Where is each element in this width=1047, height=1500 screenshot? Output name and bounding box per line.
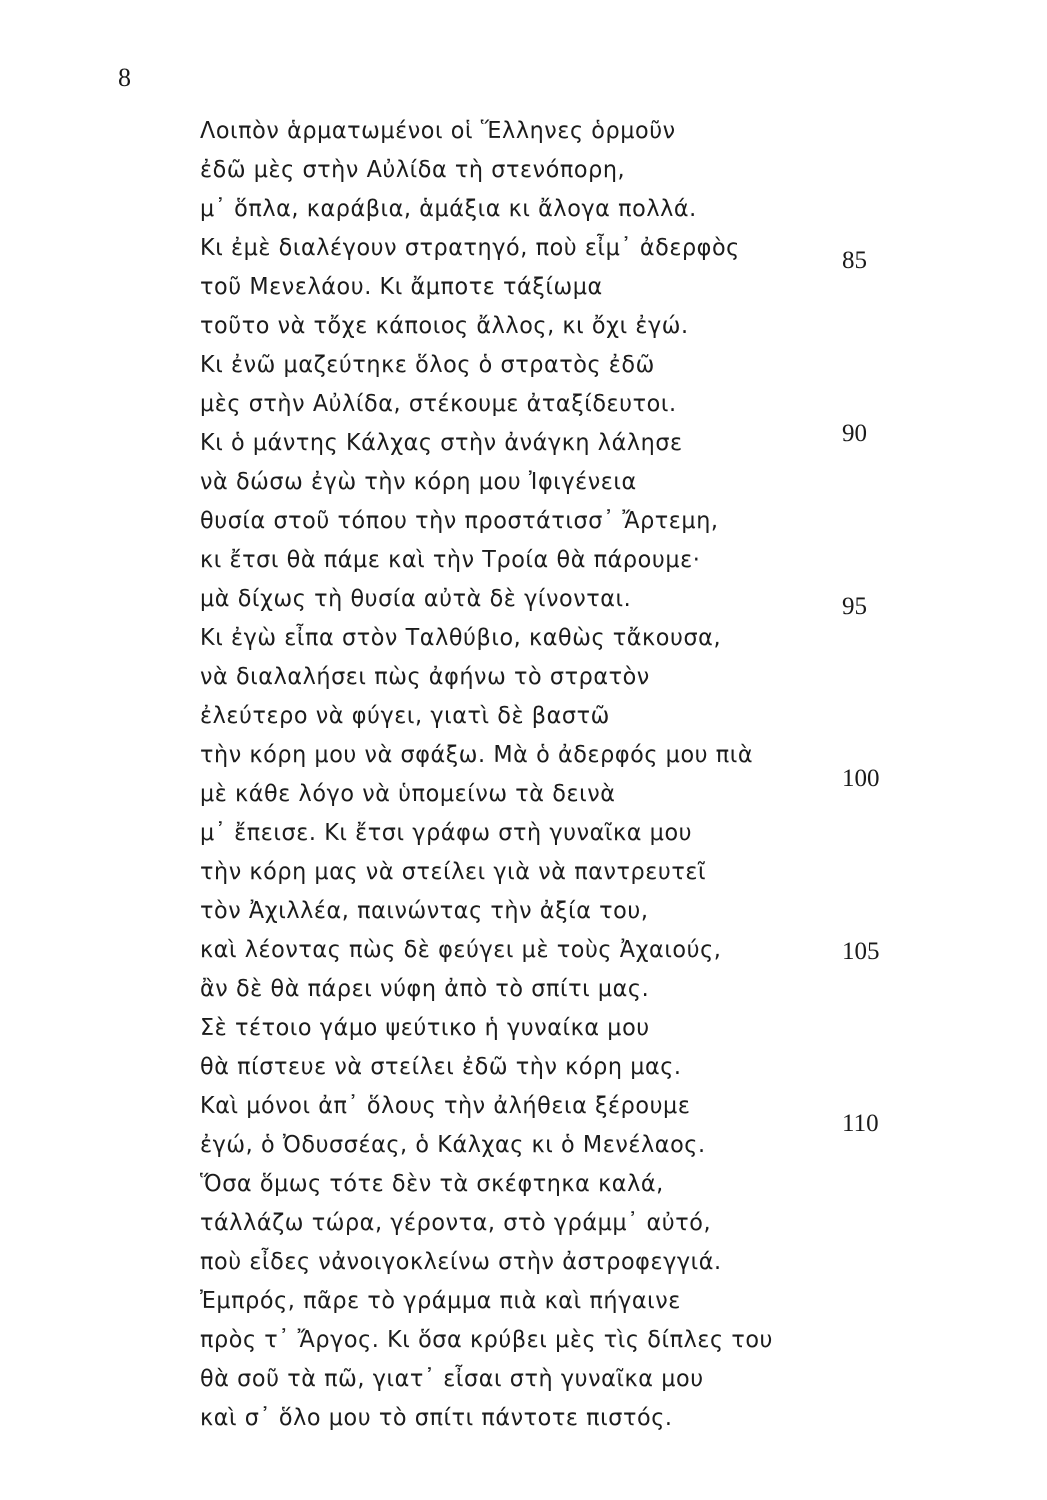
verse-line: Ἐμπρός, πᾶρε τὸ γράμμα πιὰ καὶ πήγαινε: [200, 1288, 681, 1314]
verse-line: τάλλάζω τώρα, γέροντα, στὸ γράμμ᾽ αὐτό,: [200, 1210, 712, 1236]
verse-line: Κι ἐμὲ διαλέγουν στρατηγό, ποὺ εἶμ᾽ ἀδερφὸς: [200, 235, 740, 261]
verse-line: θυσία στοῦ τόπου τὴν προστάτισσ᾽ Ἄρτεμη,: [200, 508, 719, 534]
line-number: 85: [842, 247, 867, 274]
verse-line: νὰ διαλαλήσει πὼς ἀφήνω τὸ στρατὸν: [200, 664, 650, 690]
page-number: 8: [118, 63, 131, 92]
verse-line: καὶ σ᾽ ὅλο μου τὸ σπίτι πάντοτε πιστός.: [200, 1405, 673, 1431]
line-number: 105: [842, 938, 880, 965]
verse-line: ἐλεύτερο νὰ φύγει, γιατὶ δὲ βαστῶ: [200, 703, 610, 729]
line-number: 95: [842, 593, 867, 620]
verse-line: Λοιπὸν ἁρματωμένοι οἱ Ἕλληνες ὁρμοῦν: [200, 118, 676, 144]
verse-line: Σὲ τέτοιο γάμο ψεύτικο ἡ γυναίκα μου: [200, 1015, 650, 1041]
verse-line: ποὺ εἶδες νἀνοιγοκλείνω στὴν ἀστροφεγγιά.: [200, 1249, 722, 1275]
verse-line: πρὸς τ᾽ Ἄργος. Κι ὅσα κρύβει μὲς τὶς δίπλες του: [200, 1327, 774, 1353]
verse-line: τὸν Ἀχιλλέα, παινώντας τὴν ἀξία του,: [200, 898, 649, 924]
verse-line: κι ἔτσι θὰ πάμε καὶ τὴν Τροία θὰ πάρουμε·: [200, 547, 701, 573]
verse-line: τὴν κόρη μας νὰ στείλει γιὰ νὰ παντρευτεῖ: [200, 859, 707, 885]
verse-line: τοῦ Μενελάου. Κι ἄμποτε τάξίωμα: [200, 274, 603, 300]
verse-line: μὲ κάθε λόγο νὰ ὑπομείνω τὰ δεινὰ: [200, 781, 616, 807]
verse-line: θὰ πίστευε νὰ στείλει ἐδῶ τὴν κόρη μας.: [200, 1054, 682, 1080]
verse-line: μ᾽ ὅπλα, καράβια, ἁμάξια κι ἄλογα πολλά.: [200, 196, 697, 222]
verse-line: Κι ἐνῶ μαζεύτηκε ὅλος ὁ στρατὸς ἐδῶ: [200, 352, 655, 378]
line-number: 90: [842, 420, 867, 447]
verse-line: μ᾽ ἔπεισε. Κι ἔτσι γράφω στὴ γυναῖκα μου: [200, 820, 693, 846]
verse-line: Ὅσα ὅμως τότε δὲν τὰ σκέφτηκα καλά,: [200, 1171, 664, 1197]
verse-line: Καὶ μόνοι ἀπ᾽ ὅλους τὴν ἀλήθεια ξέρουμε: [200, 1093, 691, 1119]
verse-line: θὰ σοῦ τὰ πῶ, γιατ᾽ εἶσαι στὴ γυναῖκα μου: [200, 1366, 704, 1392]
poem-text: [200, 112, 840, 1438]
verse-line: Κι ὁ μάντης Κάλχας στὴν ἀνάγκη λάλησε: [200, 430, 683, 456]
verse-line: μὲς στὴν Αὐλίδα, στέκουμε ἀταξίδευτοι.: [200, 391, 677, 417]
verse-line: ἂν δὲ θὰ πάρει νύφη ἀπὸ τὸ σπίτι μας.: [200, 976, 650, 1002]
verse-line: τὴν κόρη μου νὰ σφάξω. Μὰ ὁ ἀδερφός μου πιὰ: [200, 742, 754, 768]
line-number: 110: [842, 1110, 879, 1137]
verse-line: Κι ἐγὼ εἶπα στὸν Ταλθύβιο, καθὼς τἄκουσα,: [200, 625, 722, 651]
verse-line: καὶ λέοντας πὼς δὲ φεύγει μὲ τοὺς Ἀχαιούς,: [200, 937, 722, 963]
line-number: 100: [842, 765, 880, 792]
verse-line: ἐγώ, ὁ Ὀδυσσέας, ὁ Κάλχας κι ὁ Μενέλαος.: [200, 1132, 706, 1158]
verse-line: τοῦτο νὰ τὄχε κάποιος ἄλλος, κι ὄχι ἐγώ.: [200, 313, 689, 339]
verse-line: μὰ δίχως τὴ θυσία αὐτὰ δὲ γίνονται.: [200, 586, 632, 612]
verse-line: νὰ δώσω ἐγὼ τὴν κόρη μου Ἰφιγένεια: [200, 469, 637, 495]
verse-line: ἐδῶ μὲς στὴν Αὐλίδα τὴ στενόπορη,: [200, 157, 626, 183]
